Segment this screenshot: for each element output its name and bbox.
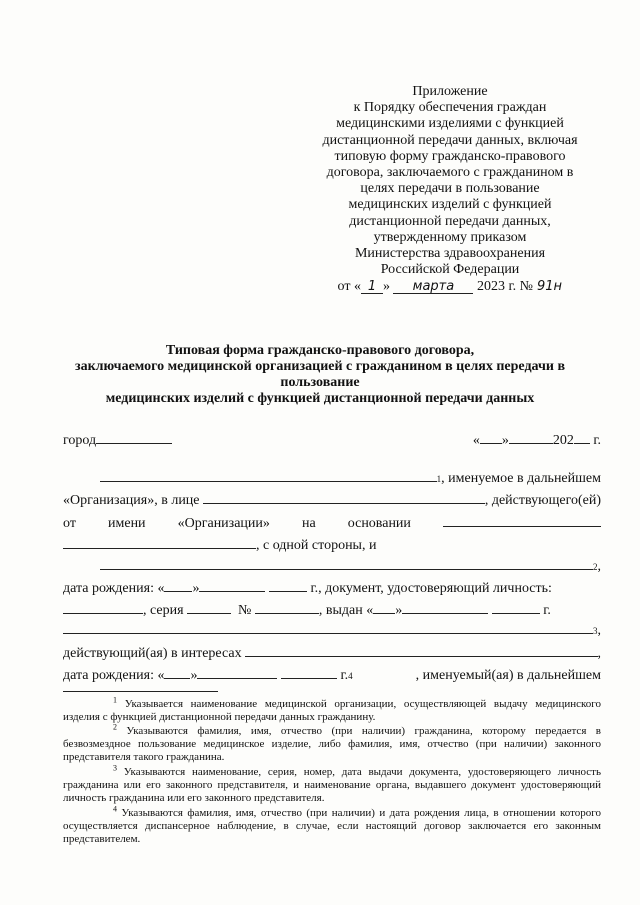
issue-month-field[interactable] (402, 600, 488, 614)
birthdate-document-line: дата рождения: « » г., документ, удостоверяющий личность: (63, 578, 601, 596)
date-prefix: от « (337, 279, 361, 295)
city-field[interactable] (96, 430, 172, 444)
appendix-line: Российской Федерации (380, 262, 520, 278)
appendix-line: Министерства здравоохранения (354, 246, 546, 262)
handwritten-month: марта (393, 280, 473, 294)
appendix-line: утвержденному приказом (373, 229, 527, 245)
birth-year-field[interactable] (269, 578, 307, 592)
contract-date: « » 202 г. (473, 430, 601, 450)
number-field[interactable] (255, 600, 319, 614)
title-line: медицинских изделий с функцией дистанционной передачи данных (105, 391, 535, 406)
document-details-line: , серия № , выдан « » г. (63, 600, 601, 618)
appendix-block (300, 84, 600, 296)
issue-year-field[interactable] (492, 600, 540, 614)
form-title (40, 343, 600, 407)
issuer-field[interactable] (63, 620, 593, 634)
beneficiary-birthdate-line: дата рождения: « » г. 4 , именуемый(ая) в дальнейшем (63, 665, 601, 683)
on-behalf-line: действующий(ая) в интересах , (63, 643, 601, 661)
citizen-name-field[interactable] (100, 556, 593, 570)
series-field[interactable] (187, 600, 231, 614)
city-date-line (63, 430, 601, 448)
order-date-line (300, 279, 600, 295)
basis-continued-field[interactable] (63, 535, 256, 549)
organization-name-field[interactable] (100, 468, 437, 482)
beneficiary-birth-month-field[interactable] (197, 665, 277, 679)
month-field[interactable] (509, 430, 553, 444)
day-field[interactable] (480, 430, 502, 444)
appendix-line: к Порядку обеспечения граждан (353, 100, 547, 116)
birth-month-field[interactable] (199, 578, 265, 592)
appendix-line: дистанционной передачи данных, включая (322, 132, 578, 148)
date-mid: » (382, 279, 390, 295)
issue-day-field[interactable] (373, 600, 395, 614)
first-party-line: , с одной стороны, и (63, 535, 601, 553)
beneficiary-birth-day-field[interactable] (164, 665, 190, 679)
appendix-line: медицинских изделий с функцией (348, 197, 552, 213)
appendix-line: договора, заключаемого с гражданином в (326, 165, 574, 181)
title-line: пользование (280, 375, 360, 390)
appendix-line: типовую форму гражданско-правового (334, 148, 566, 164)
year-field[interactable] (574, 430, 590, 444)
representative-line: «Организация», в лице , действующего(ей) (63, 490, 601, 508)
footnote-3: $^3$ Указываются наименование, серия, номер, дата выдачи документа, удостоверяющего личность гражданина или его законного представителя, и наименование органа, выдавшего документ удостоверяющий личность гражданина или его законного представителя. (63, 763, 601, 805)
appendix-line: дистанционной передачи данных, (349, 213, 551, 229)
citizen-line: 2 , (63, 556, 601, 574)
title-line: Типовая форма гражданско-правового договора, (165, 343, 475, 358)
organization-line: 1 , именуемое в дальнейшем (63, 468, 601, 486)
appendix-line: медицинскими изделиями с функцией (336, 116, 564, 132)
representative-field[interactable] (203, 490, 485, 504)
date-year: 2023 г. № (476, 279, 533, 295)
footnote-divider (63, 691, 218, 692)
appendix-line: Приложение (412, 84, 488, 99)
handwritten-day: 1 (361, 280, 383, 294)
footnote-1: $^1$ Указывается наименование медицинской организации, осуществляющей выдачу медицинского изделия с функцией дистанционной передачи данных гражданину. (63, 695, 602, 724)
on-behalf-field[interactable] (245, 643, 597, 657)
footnote-4: $^4$ Указываются фамилия, имя, отчество (при наличии) и дата рождения лица, в отношении которого осуществляется диспансерное наблюдение, в случае, если настоящий договор заключается его законным представителем. (63, 804, 601, 846)
title-line: заключаемого медицинской организацией с гражданином в целях передачи в (74, 359, 566, 374)
basis-line: от имени «Организации» на основании (63, 513, 601, 531)
footnote-2: $^2$ Указываются фамилия, имя, отчество (при наличии) гражданина, которому передается в безвозмездное пользование медицинское изделие, либо фамилия, имя, отчество (при наличии) законного представителя такого гражданина. (63, 722, 601, 764)
basis-field[interactable] (443, 513, 601, 527)
issuer-line: 3 , (63, 620, 601, 638)
city-label: город (63, 433, 97, 448)
handwritten-number: 91н (536, 279, 562, 295)
beneficiary-birth-year-field[interactable] (281, 665, 337, 679)
birth-day-field[interactable] (164, 578, 192, 592)
document-type-field[interactable] (63, 600, 143, 614)
appendix-line: целях передачи в пользование (360, 181, 540, 197)
